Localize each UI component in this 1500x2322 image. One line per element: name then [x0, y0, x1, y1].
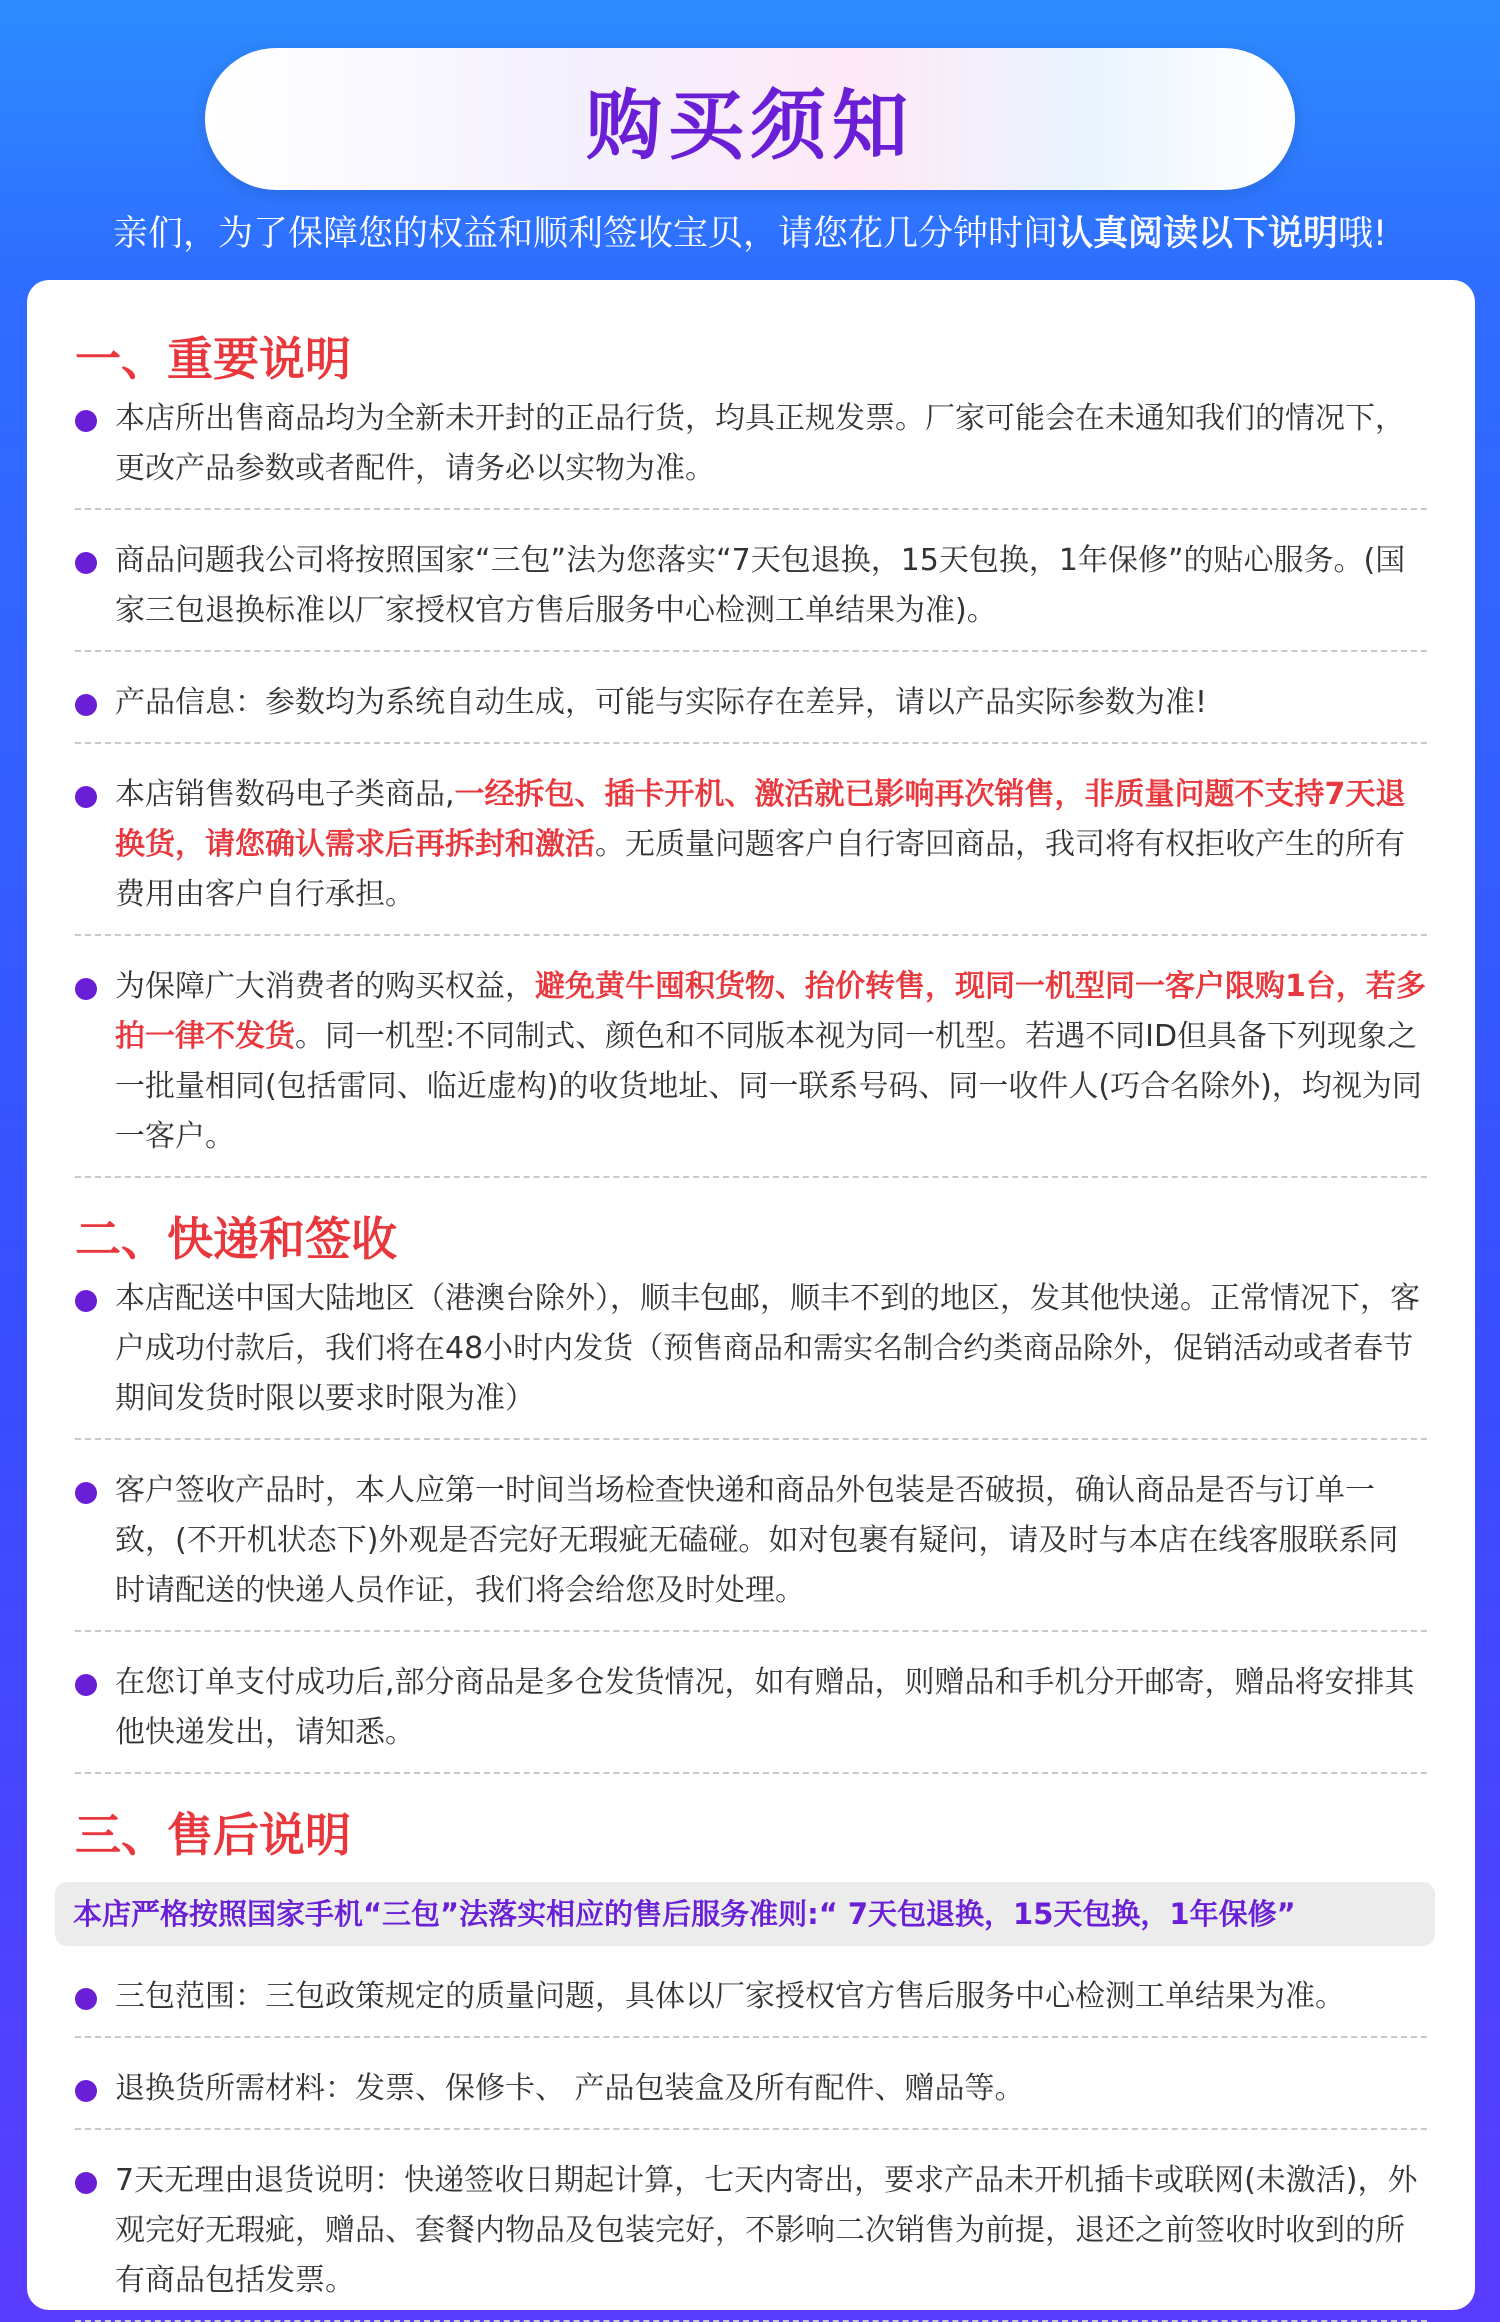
notice-item [75, 1972, 1427, 2038]
body-text: 本店配送中国大陆地区（港澳台除外），顺丰包邮，顺丰不到的地区，发其他快递。正常情况下，客户成功付款后，我们将在48小时内发货（预售商品和需实名制合约类商品除外，促销活动或者春节期间发货时限以要求时限为准） [115, 1281, 1420, 1416]
page-title: 购买须知 [586, 80, 914, 170]
body-text: 三包范围：三包政策规定的质量问题，具体以厂家授权官方售后服务中心检测工单结果为准。 [115, 1979, 1345, 2014]
body-text: 为保障广大消费者的购买权益， [115, 969, 535, 1004]
notice-item [75, 394, 1427, 510]
subtitle-suffix: 哦! [1338, 214, 1388, 254]
notice-text [115, 1466, 1427, 1616]
body-text: 商品问题我公司将按照国家“三包”法为您落实“7天包退换，15天包换，1年保修”的贴心服务。(国家三包退换标准以厂家授权官方售后服务中心检测工单结果为准)。 [115, 543, 1406, 628]
notice-item [75, 770, 1427, 936]
highlight-text: 避免黄牛囤积货物、抬价转售，现同一机型同一客户限购1台，若多拍一律不发货 [115, 969, 1426, 1054]
notice-text [115, 1274, 1427, 1424]
notice-item [75, 678, 1427, 744]
subtitle-prefix: 亲们，为了保障您的权益和顺利签收宝贝，请您花几分钟时间 [112, 214, 1058, 254]
notice-item [75, 962, 1427, 1178]
notice-item [75, 1658, 1427, 1774]
body-text: 7天无理由退货说明：快递签收日期起计算，七天内寄出，要求产品未开机插卡或联网(未激活)，外观完好无瑕疵，赠品、套餐内物品及包装完好，不影响二次销售为前提，退还之前签收时收到的所有商品包括发票。 [115, 2163, 1418, 2298]
notice-item [75, 2156, 1427, 2322]
notice-text [115, 394, 1427, 494]
body-text: 在您订单支付成功后,部分商品是多仓发货情况，如有赠品，则赠品和手机分开邮寄，赠品将安排其他快递发出，请知悉。 [115, 1665, 1415, 1750]
body-text: 。同一机型:不同制式、颜色和不同版本视为同一机型。若遇不同ID但具备下列现象之一批量相同(包括雷同、临近虚构)的收货地址、同一联系号码、同一收件人(巧合名除外)，均视为同一客户。 [115, 1019, 1422, 1154]
body-text: 本店销售数码电子类商品, [115, 777, 455, 812]
section-title: 一、重要说明 [75, 332, 351, 386]
subtitle-emphasis: 认真阅读以下说明 [1057, 214, 1338, 254]
notice-item [75, 1274, 1427, 1440]
body-text: 。无质量问题客户自行寄回商品，我司将有权拒收产生的所有费用由客户自行承担。 [115, 827, 1405, 912]
notice-text [115, 1658, 1427, 1758]
body-text: 退换货所需材料：发票、保修卡、 产品包装盒及所有配件、赠品等。 [115, 2071, 1025, 2106]
body-text: 本店所出售商品均为全新未开封的正品行货，均具正规发票。厂家可能会在未通知我们的情况下，更改产品参数或者配件，请务必以实物为准。 [115, 401, 1405, 486]
subtitle [0, 204, 1500, 264]
notice-item [75, 536, 1427, 652]
notice-item [75, 1466, 1427, 1632]
highlight-text: 一经拆包、插卡开机、激活就已影响再次销售，非质量问题不支持7天退换货，请您确认需求后再拆封和激活 [115, 777, 1406, 862]
notice-text [115, 678, 1427, 728]
notice-item [75, 2064, 1427, 2130]
title-banner [205, 48, 1295, 190]
notice-text [115, 962, 1427, 1162]
body-text: 产品信息：参数均为系统自动生成，可能与实际存在差异，请以产品实际参数为准! [115, 685, 1208, 720]
notice-text [115, 536, 1427, 636]
body-text: 客户签收产品时，本人应第一时间当场检查快递和商品外包装是否破损，确认商品是否与订单一致，(不开机状态下)外观是否完好无瑕疵无磕碰。如对包裹有疑问，请及时与本店在线客服联系同时请配送的快递人员作证，我们将会给您及时处理。 [115, 1473, 1399, 1608]
section-title: 二、快递和签收 [75, 1212, 397, 1266]
notice-text [115, 1972, 1427, 2022]
policy-banner: 本店严格按照国家手机“三包”法落实相应的售后服务准则:“ 7天包退换，15天包换，1年保修” [55, 1882, 1435, 1946]
notice-text [115, 2156, 1427, 2306]
notice-card [27, 280, 1475, 2310]
notice-text [115, 2064, 1427, 2114]
notice-text [115, 770, 1427, 920]
section-title: 三、售后说明 [75, 1808, 351, 1862]
